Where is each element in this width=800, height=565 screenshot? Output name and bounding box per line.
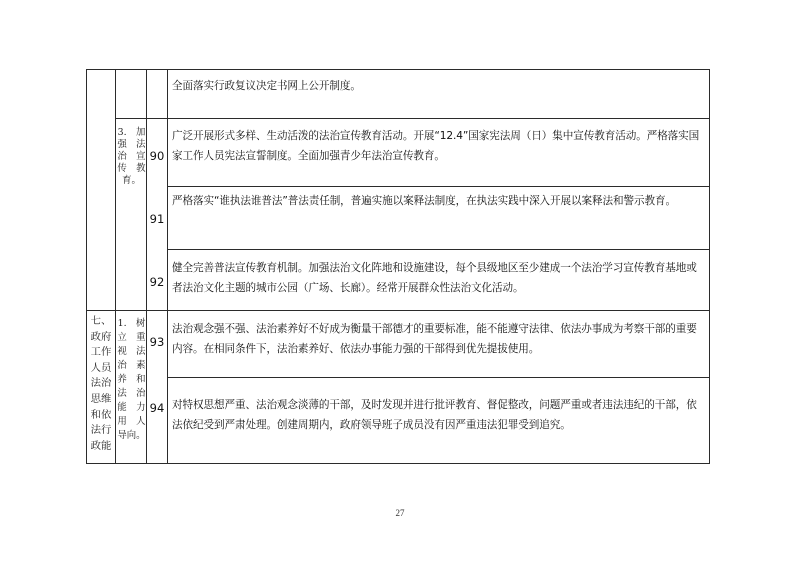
table-cell-text: 对特权思想严重、法治观念淡薄的干部，及时发现并进行批评教育、督促整改，问题严重或者违法违纪的干部，依法依纪受到严肃处理。创建周期内，政府领导班子成员没有因严重违法犯罪受到追究。 [172, 399, 697, 431]
standards-table [86, 69, 710, 464]
row-divider [167, 249, 710, 250]
item-1-label: 1. 树 立 重 视 法 治 素 养 和 法 治 能 力 用 人 导向。 [117, 318, 146, 441]
row-number: 93 [149, 335, 165, 349]
row-number: 92 [149, 275, 165, 289]
row-number: 91 [149, 212, 165, 226]
section-7-label: 七、 政府 工作 人员 法治 思维 和依 法行 政能 [90, 315, 112, 452]
page-number: 27 [395, 508, 405, 518]
item-3-label: 3. 加 强 法 治 宣 传 教 育。 [117, 127, 146, 186]
row-divider [167, 377, 710, 378]
table-border-left [86, 69, 87, 464]
row-divider [115, 118, 710, 119]
row-divider [86, 310, 710, 311]
table-cell-text: 健全完善普法宣传教育机制。加强法治文化阵地和设施建设，每个县级地区至少建成一个法治学习宣传教育基地或者法治文化主题的城市公园（广场、长廊）。经常开展群众性法治文化活动。 [172, 262, 697, 294]
column-divider [115, 69, 116, 464]
table-border-right [709, 69, 710, 464]
table-cell-text: 广泛开展形式多样、生动活泼的法治宣传教育活动。开展“12.4”国家宪法周（日）集中宣传教育活动。严格落实国家工作人员宪法宣誓制度。全面加强青少年法治宣传教育。 [172, 130, 700, 162]
table-cell-text: 严格落实“谁执法谁普法”普法责任制，普遍实施以案释法制度，在执法实践中深入开展以案释法和警示教育。 [172, 195, 676, 207]
row-number: 94 [149, 401, 165, 415]
table-border-top [86, 69, 710, 70]
row-divider [167, 186, 710, 187]
column-divider [167, 69, 168, 464]
table-border-bottom [86, 463, 710, 464]
table-cell-text: 法治观念强不强、法治素养好不好成为衡量干部德才的重要标准，能不能遵守法律、依法办事成为考察干部的重要内容。在相同条件下，法治素养好、依法办事能力强的干部得到优先提拔使用。 [172, 323, 697, 355]
row-number: 90 [149, 149, 165, 163]
table-cell-text: 全面落实行政复议决定书网上公开制度。 [172, 80, 361, 92]
